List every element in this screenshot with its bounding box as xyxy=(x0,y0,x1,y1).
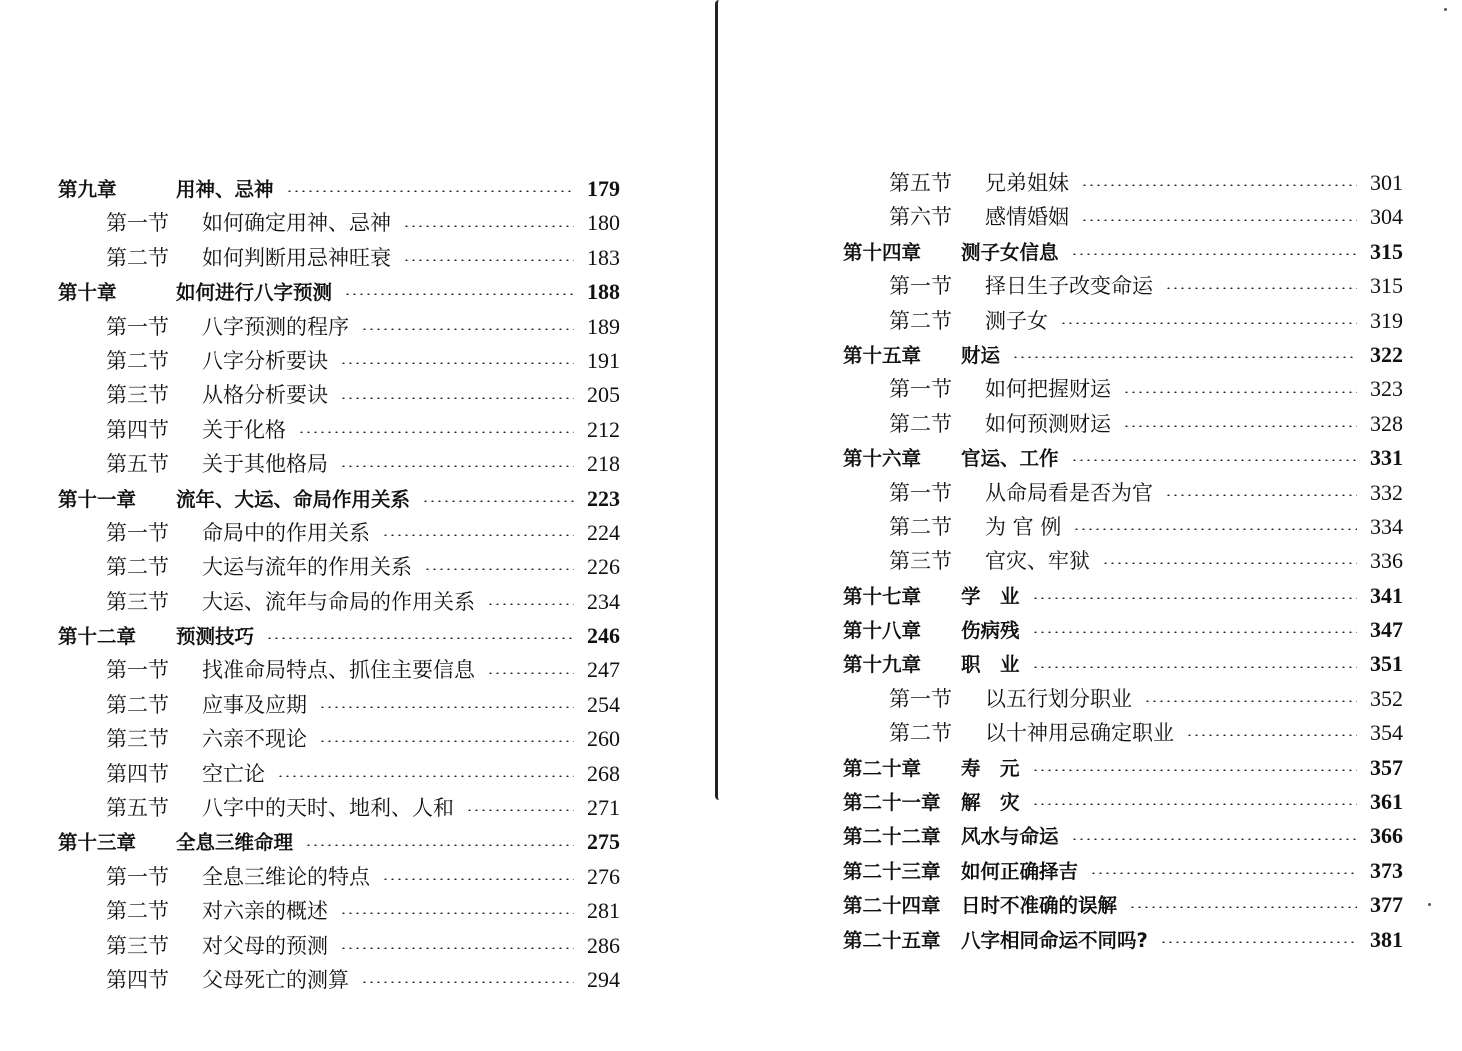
entry-number: 第二十三章 xyxy=(843,859,941,883)
dot-leader xyxy=(1102,562,1357,564)
entry-number: 第三节 xyxy=(889,549,952,574)
dot-leader xyxy=(344,293,574,295)
toc-section-entry[interactable] xyxy=(58,447,620,481)
entry-page-number: 373 xyxy=(1370,857,1403,883)
entry-number: 第十二章 xyxy=(58,625,137,649)
entry-title: 感情婚姻 xyxy=(985,205,1069,230)
entry-title: 日时不准确的误解 xyxy=(961,894,1118,918)
entry-title: 学 业 xyxy=(961,584,1020,608)
entry-title: 风水与命运 xyxy=(961,825,1059,849)
right-page xyxy=(725,0,1462,1051)
entry-page-number: 191 xyxy=(587,347,620,373)
entry-title: 找准命局特点、抓住主要信息 xyxy=(202,658,475,683)
entry-number: 第二十章 xyxy=(843,756,922,780)
left-toc-list xyxy=(58,172,620,997)
print-speck xyxy=(1444,8,1447,11)
toc-section-entry[interactable] xyxy=(58,413,620,447)
entry-title: 如何进行八字预测 xyxy=(176,281,333,305)
entry-title: 大运与流年的作用关系 xyxy=(202,555,412,580)
right-toc-list xyxy=(843,166,1403,957)
entry-title: 兄弟姐妹 xyxy=(985,171,1069,195)
toc-chapter-entry[interactable] xyxy=(58,619,620,653)
entry-number: 第三节 xyxy=(106,589,169,614)
dot-leader xyxy=(1012,356,1357,358)
entry-page-number: 247 xyxy=(587,657,620,683)
print-speck xyxy=(1428,903,1431,906)
toc-section-entry[interactable] xyxy=(58,378,620,412)
dot-leader xyxy=(1071,459,1357,461)
dot-leader xyxy=(286,190,574,192)
toc-chapter-entry[interactable] xyxy=(58,482,620,516)
entry-page-number: 377 xyxy=(1370,892,1403,918)
entry-page-number: 286 xyxy=(587,932,620,958)
entry-title: 伤病残 xyxy=(961,619,1020,643)
dot-leader xyxy=(305,844,574,846)
entry-number: 第五节 xyxy=(106,796,169,821)
entry-title: 空亡论 xyxy=(202,761,265,786)
toc-chapter-entry[interactable] xyxy=(843,888,1403,922)
entry-page-number: 361 xyxy=(1370,789,1403,815)
entry-number: 第一节 xyxy=(106,314,169,339)
entry-page-number: 319 xyxy=(1370,307,1403,333)
dot-leader xyxy=(382,534,574,536)
entry-page-number: 212 xyxy=(587,416,620,442)
dot-leader xyxy=(1123,391,1357,393)
entry-page-number: 271 xyxy=(587,795,620,821)
dot-leader xyxy=(424,568,574,570)
entry-number: 第十五章 xyxy=(843,343,922,367)
dot-leader xyxy=(1032,803,1357,805)
dot-leader xyxy=(361,981,574,983)
toc-section-entry[interactable] xyxy=(843,716,1403,750)
dot-leader xyxy=(361,328,574,330)
entry-page-number: 234 xyxy=(587,588,620,614)
dot-leader xyxy=(1032,631,1357,633)
toc-section-entry[interactable] xyxy=(843,304,1403,338)
dot-leader xyxy=(1165,287,1357,289)
entry-number: 第二节 xyxy=(106,348,169,373)
entry-title: 为 官 例 xyxy=(985,514,1062,539)
entry-number: 第二节 xyxy=(889,514,952,539)
left-page xyxy=(0,0,715,1051)
entry-page-number: 357 xyxy=(1370,754,1403,780)
toc-section-entry[interactable] xyxy=(58,963,620,997)
entry-title: 从命局看是否为官 xyxy=(985,480,1153,505)
dot-leader xyxy=(382,878,574,880)
entry-page-number: 301 xyxy=(1370,170,1403,195)
toc-section-entry[interactable] xyxy=(58,722,620,756)
entry-title: 关于其他格局 xyxy=(202,452,328,477)
entry-number: 第五节 xyxy=(106,452,169,477)
entry-title: 命局中的作用关系 xyxy=(202,520,370,545)
entry-number: 第二节 xyxy=(889,411,952,436)
entry-title: 对父母的预测 xyxy=(202,933,328,958)
toc-section-entry[interactable] xyxy=(843,476,1403,510)
entry-title: 如何确定用神、忌神 xyxy=(202,211,391,236)
dot-leader xyxy=(319,740,574,742)
toc-chapter-entry[interactable] xyxy=(843,751,1403,785)
entry-number: 第一节 xyxy=(889,686,952,711)
entry-number: 第四节 xyxy=(106,417,169,442)
toc-section-entry[interactable] xyxy=(58,516,620,550)
entry-number: 第五节 xyxy=(889,171,952,195)
toc-section-entry[interactable] xyxy=(58,550,620,584)
dot-leader xyxy=(1071,253,1357,255)
entry-title: 父母死亡的测算 xyxy=(202,967,349,992)
entry-number: 第四节 xyxy=(106,967,169,992)
toc-section-entry[interactable] xyxy=(58,929,620,963)
entry-title: 八字相同命运不同吗? xyxy=(961,928,1148,952)
entry-page-number: 334 xyxy=(1370,513,1403,539)
entry-page-number: 180 xyxy=(587,210,620,236)
entry-page-number: 336 xyxy=(1370,548,1403,574)
entry-page-number: 224 xyxy=(587,519,620,545)
entry-page-number: 183 xyxy=(587,244,620,270)
toc-section-entry[interactable] xyxy=(58,344,620,378)
toc-chapter-entry[interactable] xyxy=(843,613,1403,647)
entry-title: 如何把握财运 xyxy=(985,377,1111,402)
entry-page-number: 331 xyxy=(1370,445,1403,471)
dot-leader xyxy=(340,912,574,914)
dot-leader xyxy=(1071,838,1357,840)
dot-leader xyxy=(340,397,574,399)
toc-chapter-entry[interactable] xyxy=(843,854,1403,888)
entry-title: 以十神用忌确定职业 xyxy=(985,721,1174,746)
entry-page-number: 254 xyxy=(587,691,620,717)
entry-title: 预测技巧 xyxy=(176,625,255,649)
entry-number: 第二十二章 xyxy=(843,825,941,849)
entry-page-number: 281 xyxy=(587,898,620,924)
dot-leader xyxy=(1090,872,1357,874)
dot-leader xyxy=(1032,769,1357,771)
toc-section-entry[interactable] xyxy=(843,510,1403,544)
entry-title: 从格分析要诀 xyxy=(202,383,328,408)
dot-leader xyxy=(1186,734,1357,736)
entry-page-number: 341 xyxy=(1370,582,1403,608)
entry-page-number: 352 xyxy=(1370,685,1403,711)
entry-title: 应事及应期 xyxy=(202,692,307,717)
dot-leader xyxy=(340,947,574,949)
entry-number: 第十七章 xyxy=(843,584,922,608)
entry-page-number: 223 xyxy=(587,485,620,511)
toc-section-entry[interactable] xyxy=(843,166,1403,200)
entry-page-number: 315 xyxy=(1370,273,1403,299)
entry-page-number: 275 xyxy=(587,829,620,855)
toc-chapter-entry[interactable] xyxy=(843,647,1403,681)
entry-number: 第二十五章 xyxy=(843,928,941,952)
entry-page-number: 304 xyxy=(1370,204,1403,230)
toc-chapter-entry[interactable] xyxy=(843,338,1403,372)
toc-section-entry[interactable] xyxy=(58,585,620,619)
entry-title: 测子女信息 xyxy=(961,240,1059,264)
dot-leader xyxy=(340,465,574,467)
entry-title: 八字预测的程序 xyxy=(202,314,349,339)
entry-page-number: 226 xyxy=(587,554,620,580)
entry-number: 第十八章 xyxy=(843,619,922,643)
toc-section-entry[interactable] xyxy=(58,241,620,275)
entry-page-number: 315 xyxy=(1370,238,1403,264)
entry-number: 第二节 xyxy=(106,692,169,717)
entry-title: 测子女 xyxy=(985,308,1048,333)
toc-section-entry[interactable] xyxy=(58,894,620,928)
toc-chapter-entry[interactable] xyxy=(843,785,1403,819)
dot-leader xyxy=(403,259,574,261)
toc-chapter-entry[interactable] xyxy=(843,819,1403,853)
toc-section-entry[interactable] xyxy=(58,688,620,722)
entry-number: 第一节 xyxy=(106,658,169,683)
entry-title: 对六亲的概述 xyxy=(202,899,328,924)
entry-page-number: 246 xyxy=(587,623,620,649)
entry-page-number: 347 xyxy=(1370,617,1403,643)
toc-chapter-entry[interactable] xyxy=(843,579,1403,613)
dot-leader xyxy=(1032,597,1357,599)
entry-number: 第十九章 xyxy=(843,653,922,677)
dot-leader xyxy=(466,809,574,811)
entry-number: 第十四章 xyxy=(843,240,922,264)
entry-title: 官灾、牢狱 xyxy=(985,549,1090,574)
toc-section-entry[interactable] xyxy=(58,310,620,344)
entry-title: 职 业 xyxy=(961,653,1020,677)
entry-number: 第三节 xyxy=(106,383,169,408)
entry-page-number: 189 xyxy=(587,313,620,339)
entry-number: 第十六章 xyxy=(843,447,922,471)
entry-title: 八字中的天时、地利、人和 xyxy=(202,796,454,821)
entry-page-number: 322 xyxy=(1370,341,1403,367)
entry-page-number: 179 xyxy=(587,176,620,201)
toc-section-entry[interactable] xyxy=(58,206,620,240)
entry-title: 择日生子改变命运 xyxy=(985,274,1153,299)
dot-leader xyxy=(1081,184,1357,186)
entry-number: 第二节 xyxy=(889,721,952,746)
entry-title: 解 灾 xyxy=(961,791,1020,815)
dot-leader xyxy=(422,500,574,502)
dot-leader xyxy=(298,431,574,433)
entry-title: 如何正确择吉 xyxy=(961,859,1079,883)
toc-chapter-entry[interactable] xyxy=(58,275,620,309)
entry-number: 第二节 xyxy=(889,308,952,333)
entry-title: 官运、工作 xyxy=(961,447,1059,471)
toc-chapter-entry[interactable] xyxy=(58,825,620,859)
entry-page-number: 323 xyxy=(1370,376,1403,402)
entry-number: 第二节 xyxy=(106,555,169,580)
entry-page-number: 260 xyxy=(587,726,620,752)
toc-section-entry[interactable] xyxy=(58,860,620,894)
entry-page-number: 354 xyxy=(1370,720,1403,746)
dot-leader xyxy=(1073,528,1357,530)
entry-number: 第六节 xyxy=(889,205,952,230)
entry-number: 第十三章 xyxy=(58,831,137,855)
entry-number: 第一节 xyxy=(889,480,952,505)
entry-title: 六亲不现论 xyxy=(202,727,307,752)
toc-section-entry[interactable] xyxy=(843,269,1403,303)
entry-number: 第二节 xyxy=(106,245,169,270)
entry-title: 流年、大运、命局作用关系 xyxy=(176,487,411,511)
entry-title: 大运、流年与命局的作用关系 xyxy=(202,589,475,614)
toc-section-entry[interactable] xyxy=(58,653,620,687)
dot-leader xyxy=(1129,906,1357,908)
entry-title: 寿 元 xyxy=(961,756,1020,780)
dot-leader xyxy=(1123,425,1357,427)
dot-leader xyxy=(1032,666,1357,668)
dot-leader xyxy=(1160,941,1357,943)
entry-number: 第一节 xyxy=(106,211,169,236)
entry-page-number: 268 xyxy=(587,760,620,786)
entry-page-number: 328 xyxy=(1370,410,1403,436)
entry-page-number: 294 xyxy=(587,966,620,992)
toc-section-entry[interactable] xyxy=(843,682,1403,716)
dot-leader xyxy=(1060,322,1357,324)
entry-title: 全息三维命理 xyxy=(176,831,294,855)
toc-section-entry[interactable] xyxy=(58,757,620,791)
entry-title: 用神、忌神 xyxy=(176,178,274,201)
dot-leader xyxy=(319,706,574,708)
toc-section-entry[interactable] xyxy=(58,791,620,825)
entry-title: 八字分析要诀 xyxy=(202,348,328,373)
entry-title: 关于化格 xyxy=(202,417,286,442)
entry-number: 第二十一章 xyxy=(843,791,941,815)
toc-chapter-entry[interactable] xyxy=(58,172,620,206)
entry-number: 第三节 xyxy=(106,933,169,958)
toc-section-entry[interactable] xyxy=(843,372,1403,406)
entry-number: 第一节 xyxy=(889,274,952,299)
entry-page-number: 188 xyxy=(587,279,620,305)
entry-title: 全息三维论的特点 xyxy=(202,864,370,889)
entry-number: 第二节 xyxy=(106,899,169,924)
entry-number: 第十一章 xyxy=(58,487,137,511)
entry-number: 第九章 xyxy=(58,178,117,201)
entry-number: 第三节 xyxy=(106,727,169,752)
entry-number: 第四节 xyxy=(106,761,169,786)
toc-section-entry[interactable] xyxy=(843,200,1403,234)
dot-leader xyxy=(487,603,574,605)
dot-leader xyxy=(1144,700,1357,702)
entry-page-number: 218 xyxy=(587,451,620,477)
dot-leader xyxy=(1081,219,1357,221)
toc-chapter-entry[interactable] xyxy=(843,923,1403,957)
entry-number: 第十章 xyxy=(58,281,117,305)
entry-title: 以五行划分职业 xyxy=(985,686,1132,711)
entry-title: 如何预测财运 xyxy=(985,411,1111,436)
toc-chapter-entry[interactable] xyxy=(843,441,1403,475)
dot-leader xyxy=(340,362,574,364)
entry-page-number: 276 xyxy=(587,863,620,889)
dot-leader xyxy=(1165,494,1357,496)
entry-number: 第一节 xyxy=(889,377,952,402)
dot-leader xyxy=(277,775,574,777)
entry-title: 如何判断用忌神旺衰 xyxy=(202,245,391,270)
dot-leader xyxy=(403,225,574,227)
toc-section-entry[interactable] xyxy=(843,407,1403,441)
entry-page-number: 332 xyxy=(1370,479,1403,505)
entry-number: 第一节 xyxy=(106,520,169,545)
entry-title: 财运 xyxy=(961,343,1001,367)
entry-page-number: 366 xyxy=(1370,823,1403,849)
dot-leader xyxy=(487,672,574,674)
entry-number: 第二十四章 xyxy=(843,894,941,918)
dot-leader xyxy=(266,637,574,639)
toc-section-entry[interactable] xyxy=(843,544,1403,578)
entry-page-number: 351 xyxy=(1370,651,1403,677)
entry-page-number: 381 xyxy=(1370,926,1403,952)
entry-page-number: 205 xyxy=(587,382,620,408)
toc-chapter-entry[interactable] xyxy=(843,235,1403,269)
entry-number: 第一节 xyxy=(106,864,169,889)
